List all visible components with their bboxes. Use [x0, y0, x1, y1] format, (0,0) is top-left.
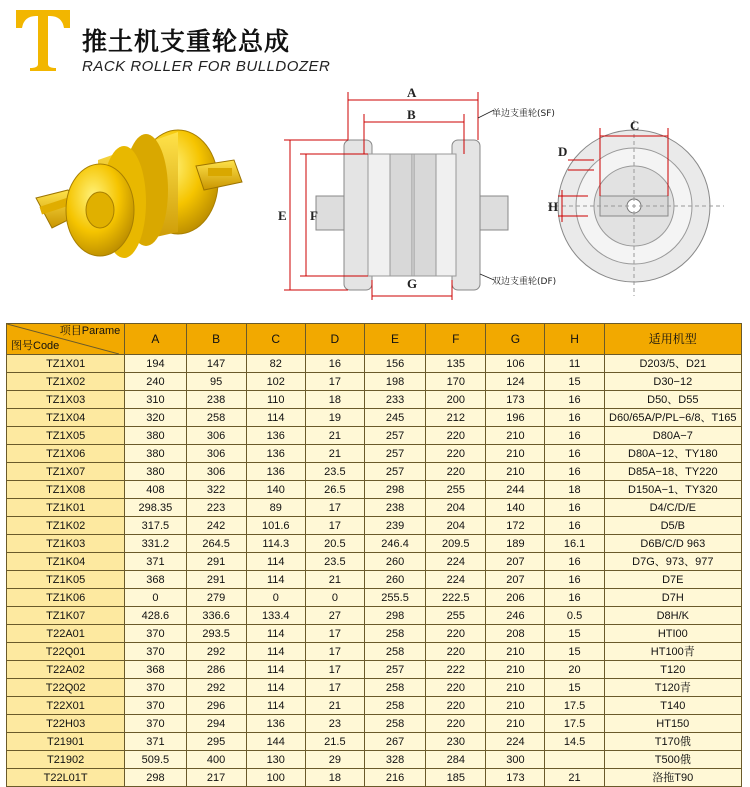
value-cell: 27	[305, 607, 364, 625]
part-code-cell: TZ1K07	[7, 607, 125, 625]
value-cell: 300	[486, 751, 545, 769]
value-cell: 380	[125, 427, 186, 445]
value-cell: 106	[486, 355, 545, 373]
value-cell: 317.5	[125, 517, 186, 535]
value-cell: 16	[545, 445, 604, 463]
value-cell: 101.6	[246, 517, 305, 535]
value-cell: 114	[246, 553, 305, 571]
table-row	[7, 589, 742, 607]
model-cell: D5/B	[604, 517, 741, 535]
table-row	[7, 697, 742, 715]
double-flange-label: 双边支重轮(DF)	[492, 277, 557, 287]
dim-label-f: F	[310, 208, 318, 223]
value-cell: 15	[545, 625, 604, 643]
part-code-cell: TZ1X05	[7, 427, 125, 445]
column-header: D	[305, 324, 364, 355]
value-cell: 279	[186, 589, 246, 607]
value-cell: 242	[186, 517, 246, 535]
value-cell: 233	[364, 391, 425, 409]
spec-table	[6, 323, 742, 787]
value-cell: 371	[125, 553, 186, 571]
value-cell: 428.6	[125, 607, 186, 625]
part-code-cell: TZ1X08	[7, 481, 125, 499]
value-cell: 114	[246, 409, 305, 427]
column-header: B	[186, 324, 246, 355]
value-cell: 400	[186, 751, 246, 769]
model-cell: HTI00	[604, 625, 741, 643]
value-cell: 196	[486, 409, 545, 427]
t-logo-icon	[14, 6, 72, 72]
value-cell: 17.5	[545, 697, 604, 715]
value-cell: 258	[186, 409, 246, 427]
value-cell: 82	[246, 355, 305, 373]
value-cell: 210	[486, 427, 545, 445]
value-cell: 204	[426, 499, 486, 517]
value-cell: 17.5	[545, 715, 604, 733]
column-header: F	[426, 324, 486, 355]
model-cell: T170俄	[604, 733, 741, 751]
value-cell: 220	[426, 643, 486, 661]
value-cell: 136	[246, 463, 305, 481]
value-cell: 133.4	[246, 607, 305, 625]
table-row	[7, 769, 742, 787]
value-cell: 370	[125, 625, 186, 643]
model-cell: D85A−18、TY220	[604, 463, 741, 481]
value-cell: 230	[426, 733, 486, 751]
value-cell: 173	[486, 391, 545, 409]
value-cell: 18	[305, 769, 364, 787]
value-cell: 14.5	[545, 733, 604, 751]
value-cell: 328	[364, 751, 425, 769]
value-cell: 194	[125, 355, 186, 373]
value-cell: 258	[364, 697, 425, 715]
value-cell: 380	[125, 463, 186, 481]
table-row	[7, 391, 742, 409]
value-cell: 224	[426, 553, 486, 571]
value-cell: 240	[125, 373, 186, 391]
value-cell: 258	[364, 643, 425, 661]
value-cell: 172	[486, 517, 545, 535]
value-cell: 140	[486, 499, 545, 517]
column-header: C	[246, 324, 305, 355]
value-cell: 15	[545, 643, 604, 661]
value-cell: 16	[545, 427, 604, 445]
single-flange-label: 单边支重轮(SF)	[492, 109, 555, 119]
value-cell: 23.5	[305, 463, 364, 481]
model-cell: T120青	[604, 679, 741, 697]
value-cell: 222.5	[426, 589, 486, 607]
part-code-cell: TZ1K06	[7, 589, 125, 607]
value-cell: 114	[246, 661, 305, 679]
header	[0, 0, 750, 80]
value-cell: 16	[545, 409, 604, 427]
value-cell: 217	[186, 769, 246, 787]
value-cell: 29	[305, 751, 364, 769]
value-cell: 89	[246, 499, 305, 517]
table-row	[7, 607, 742, 625]
part-code-cell: TZ1X01	[7, 355, 125, 373]
model-cell: T500俄	[604, 751, 741, 769]
value-cell: 257	[364, 445, 425, 463]
value-cell: 114	[246, 625, 305, 643]
value-cell: 15	[545, 679, 604, 697]
value-cell: 21	[305, 571, 364, 589]
value-cell: 0	[246, 589, 305, 607]
value-cell: 220	[426, 679, 486, 697]
value-cell: 286	[186, 661, 246, 679]
corner-label-param: 项目Parame	[59, 325, 121, 337]
value-cell: 18	[545, 481, 604, 499]
part-code-cell: T22X01	[7, 697, 125, 715]
part-code-cell: TZ1K01	[7, 499, 125, 517]
roller-photo	[28, 120, 248, 280]
value-cell: 16	[545, 553, 604, 571]
value-cell: 17	[305, 643, 364, 661]
value-cell: 17	[305, 517, 364, 535]
value-cell: 368	[125, 661, 186, 679]
value-cell: 292	[186, 643, 246, 661]
value-cell: 284	[426, 751, 486, 769]
model-cell: D203/5、D21	[604, 355, 741, 373]
value-cell: 296	[186, 697, 246, 715]
value-cell: 298	[364, 481, 425, 499]
value-cell: 260	[364, 571, 425, 589]
model-cell: T120	[604, 661, 741, 679]
dim-label-d: D	[558, 144, 568, 159]
value-cell: 322	[186, 481, 246, 499]
value-cell: 258	[364, 679, 425, 697]
value-cell: 368	[125, 571, 186, 589]
value-cell: 255	[426, 481, 486, 499]
table-row	[7, 373, 742, 391]
value-cell: 310	[125, 391, 186, 409]
value-cell: 0	[125, 589, 186, 607]
value-cell: 170	[426, 373, 486, 391]
value-cell: 210	[486, 679, 545, 697]
table-row	[7, 643, 742, 661]
value-cell: 220	[426, 445, 486, 463]
value-cell: 17	[305, 661, 364, 679]
value-cell: 26.5	[305, 481, 364, 499]
table-row	[7, 733, 742, 751]
value-cell: 206	[486, 589, 545, 607]
value-cell: 298	[125, 769, 186, 787]
value-cell: 144	[246, 733, 305, 751]
model-cell: D30−12	[604, 373, 741, 391]
value-cell: 16	[545, 463, 604, 481]
value-cell: 173	[486, 769, 545, 787]
column-header: A	[125, 324, 186, 355]
value-cell: 135	[426, 355, 486, 373]
value-cell: 509.5	[125, 751, 186, 769]
column-header: 适用机型	[604, 324, 741, 355]
end-dimension-diagram	[548, 100, 748, 310]
value-cell: 21.5	[305, 733, 364, 751]
value-cell: 102	[246, 373, 305, 391]
part-code-cell: TZ1K04	[7, 553, 125, 571]
part-code-cell: TZ1X02	[7, 373, 125, 391]
value-cell: 0	[305, 589, 364, 607]
model-cell: D7E	[604, 571, 741, 589]
value-cell: 238	[364, 499, 425, 517]
table-row	[7, 481, 742, 499]
value-cell: 198	[364, 373, 425, 391]
table-row	[7, 535, 742, 553]
part-code-cell: TZ1K05	[7, 571, 125, 589]
value-cell: 257	[364, 427, 425, 445]
dim-label-h: H	[548, 199, 559, 214]
part-code-cell: TZ1K02	[7, 517, 125, 535]
value-cell: 224	[426, 571, 486, 589]
table-row	[7, 679, 742, 697]
table-row	[7, 661, 742, 679]
part-code-cell: T21902	[7, 751, 125, 769]
model-cell: 洛拖T90	[604, 769, 741, 787]
model-cell: HT150	[604, 715, 741, 733]
part-code-cell: T22Q02	[7, 679, 125, 697]
table-row	[7, 463, 742, 481]
value-cell: 147	[186, 355, 246, 373]
value-cell: 255	[426, 607, 486, 625]
value-cell: 15	[545, 373, 604, 391]
part-code-cell: T22L01T	[7, 769, 125, 787]
part-code-cell: T22A01	[7, 625, 125, 643]
table-row	[7, 625, 742, 643]
table-row	[7, 571, 742, 589]
spec-table-wrap	[6, 323, 742, 787]
value-cell: 212	[426, 409, 486, 427]
dim-label-e: E	[278, 208, 287, 223]
value-cell: 306	[186, 445, 246, 463]
value-cell: 267	[364, 733, 425, 751]
value-cell: 220	[426, 697, 486, 715]
value-cell: 114	[246, 679, 305, 697]
value-cell: 124	[486, 373, 545, 391]
value-cell: 11	[545, 355, 604, 373]
part-code-cell: T22Q01	[7, 643, 125, 661]
value-cell: 189	[486, 535, 545, 553]
value-cell: 210	[486, 661, 545, 679]
value-cell: 208	[486, 625, 545, 643]
part-code-cell: T21901	[7, 733, 125, 751]
table-row	[7, 751, 742, 769]
dim-label-b: B	[407, 107, 416, 122]
value-cell: 224	[486, 733, 545, 751]
model-cell: D8H/K	[604, 607, 741, 625]
value-cell: 257	[364, 661, 425, 679]
table-row	[7, 553, 742, 571]
value-cell: 370	[125, 715, 186, 733]
model-cell: D50、D55	[604, 391, 741, 409]
value-cell: 258	[364, 715, 425, 733]
value-cell: 16	[545, 499, 604, 517]
value-cell: 0.5	[545, 607, 604, 625]
value-cell: 16	[545, 571, 604, 589]
part-code-cell: T22H03	[7, 715, 125, 733]
value-cell: 292	[186, 679, 246, 697]
corner-label-code: 图号Code	[11, 340, 60, 352]
value-cell: 293.5	[186, 625, 246, 643]
value-cell: 210	[486, 463, 545, 481]
value-cell: 18	[305, 391, 364, 409]
value-cell: 246	[486, 607, 545, 625]
value-cell: 245	[364, 409, 425, 427]
page-subtitle: RACK ROLLER FOR BULLDOZER	[82, 58, 331, 75]
value-cell: 136	[246, 445, 305, 463]
dim-label-a: A	[407, 85, 417, 100]
value-cell: 244	[486, 481, 545, 499]
value-cell: 100	[246, 769, 305, 787]
model-cell: D4/C/D/E	[604, 499, 741, 517]
value-cell: 220	[426, 427, 486, 445]
value-cell: 210	[486, 445, 545, 463]
table-header-row	[7, 324, 742, 355]
value-cell: 370	[125, 643, 186, 661]
table-row	[7, 715, 742, 733]
value-cell: 306	[186, 427, 246, 445]
value-cell: 16	[545, 391, 604, 409]
value-cell: 216	[364, 769, 425, 787]
part-code-cell: TZ1X04	[7, 409, 125, 427]
value-cell: 20	[545, 661, 604, 679]
model-cell: D80A−12、TY180	[604, 445, 741, 463]
value-cell: 209.5	[426, 535, 486, 553]
value-cell: 140	[246, 481, 305, 499]
column-header: H	[545, 324, 604, 355]
table-row	[7, 409, 742, 427]
value-cell: 223	[186, 499, 246, 517]
table-row	[7, 355, 742, 373]
column-header: E	[364, 324, 425, 355]
value-cell: 294	[186, 715, 246, 733]
value-cell: 136	[246, 715, 305, 733]
value-cell: 298.35	[125, 499, 186, 517]
model-cell: D7H	[604, 589, 741, 607]
value-cell: 17	[305, 499, 364, 517]
model-cell: HT100青	[604, 643, 741, 661]
value-cell: 200	[426, 391, 486, 409]
model-cell: D150A−1、TY320	[604, 481, 741, 499]
value-cell: 239	[364, 517, 425, 535]
value-cell: 298	[364, 607, 425, 625]
page-title: 推土机支重轮总成	[82, 27, 291, 56]
value-cell: 21	[545, 769, 604, 787]
value-cell: 16	[305, 355, 364, 373]
model-cell: T140	[604, 697, 741, 715]
value-cell: 16	[545, 589, 604, 607]
value-cell: 95	[186, 373, 246, 391]
value-cell: 210	[486, 643, 545, 661]
value-cell: 380	[125, 445, 186, 463]
value-cell: 306	[186, 463, 246, 481]
corner-header	[7, 324, 125, 355]
value-cell: 371	[125, 733, 186, 751]
value-cell: 185	[426, 769, 486, 787]
table-row	[7, 445, 742, 463]
value-cell: 130	[246, 751, 305, 769]
table-body	[7, 355, 742, 787]
value-cell: 370	[125, 697, 186, 715]
part-code-cell: TZ1X03	[7, 391, 125, 409]
value-cell: 204	[426, 517, 486, 535]
part-code-cell: TZ1K03	[7, 535, 125, 553]
value-cell: 370	[125, 679, 186, 697]
value-cell: 246.4	[364, 535, 425, 553]
value-cell: 255.5	[364, 589, 425, 607]
table-row	[7, 427, 742, 445]
value-cell: 264.5	[186, 535, 246, 553]
value-cell: 136	[246, 427, 305, 445]
model-cell: D80A−7	[604, 427, 741, 445]
table-row	[7, 517, 742, 535]
value-cell: 114	[246, 697, 305, 715]
value-cell: 220	[426, 625, 486, 643]
value-cell: 156	[364, 355, 425, 373]
value-cell: 110	[246, 391, 305, 409]
part-code-cell: T22A02	[7, 661, 125, 679]
value-cell: 291	[186, 553, 246, 571]
value-cell: 408	[125, 481, 186, 499]
value-cell: 210	[486, 715, 545, 733]
side-dimension-diagram	[268, 84, 568, 304]
table-row	[7, 499, 742, 517]
value-cell: 17	[305, 625, 364, 643]
value-cell: 23	[305, 715, 364, 733]
value-cell: 258	[364, 625, 425, 643]
value-cell: 220	[426, 463, 486, 481]
value-cell: 23.5	[305, 553, 364, 571]
model-cell: D7G、973、977	[604, 553, 741, 571]
value-cell: 210	[486, 697, 545, 715]
value-cell: 260	[364, 553, 425, 571]
value-cell: 21	[305, 427, 364, 445]
value-cell: 16.1	[545, 535, 604, 553]
value-cell: 17	[305, 373, 364, 391]
part-code-cell: TZ1X06	[7, 445, 125, 463]
value-cell: 16	[545, 517, 604, 535]
value-cell: 220	[426, 715, 486, 733]
value-cell: 114	[246, 571, 305, 589]
value-cell: 114.3	[246, 535, 305, 553]
value-cell: 207	[486, 553, 545, 571]
value-cell: 21	[305, 445, 364, 463]
value-cell: 19	[305, 409, 364, 427]
value-cell: 238	[186, 391, 246, 409]
value-cell: 207	[486, 571, 545, 589]
value-cell: 20.5	[305, 535, 364, 553]
model-cell: D6B/C/D 963	[604, 535, 741, 553]
value-cell: 21	[305, 697, 364, 715]
value-cell	[545, 751, 604, 769]
dim-label-g: G	[407, 276, 418, 291]
model-cell: D60/65A/P/PL−6/8、T165	[604, 409, 741, 427]
value-cell: 336.6	[186, 607, 246, 625]
value-cell: 222	[426, 661, 486, 679]
column-header: G	[486, 324, 545, 355]
part-code-cell: TZ1X07	[7, 463, 125, 481]
value-cell: 257	[364, 463, 425, 481]
value-cell: 331.2	[125, 535, 186, 553]
value-cell: 291	[186, 571, 246, 589]
value-cell: 114	[246, 643, 305, 661]
dim-label-c: C	[630, 118, 640, 133]
value-cell: 17	[305, 679, 364, 697]
value-cell: 295	[186, 733, 246, 751]
value-cell: 320	[125, 409, 186, 427]
